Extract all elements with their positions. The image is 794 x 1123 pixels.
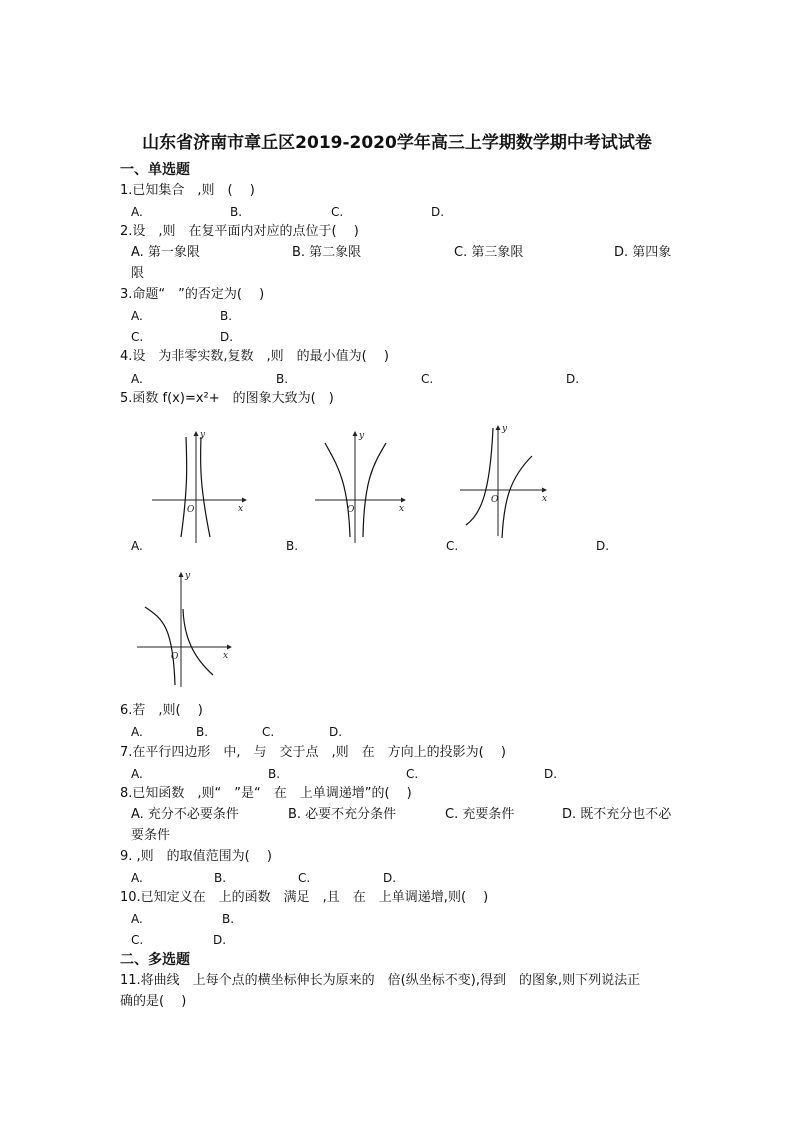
section-multiple-choice: 二、多选题 — [120, 952, 190, 968]
q5-graph-d — [135, 567, 235, 692]
axis-x-label: x — [399, 504, 405, 514]
origin-label: O — [347, 505, 355, 515]
q10-stem: 10.已知定义在 上的函数 满足 ,且 在 上单调递增,则( ) — [120, 890, 489, 905]
q5-graph-c — [458, 420, 558, 545]
curve-right — [183, 609, 213, 675]
q11-stem-wrap: 确的是( ) — [120, 994, 187, 1009]
q1-stem: 1.已知集合 ,则 ( ) — [120, 183, 255, 198]
q3-option-b: B. — [220, 309, 233, 323]
q1-option-b: B. — [230, 205, 243, 219]
q6-option-d: D. — [329, 725, 343, 739]
q10-option-c: C. — [131, 933, 144, 947]
y-axis-arrow — [179, 572, 184, 577]
q2-option-d: D. 第四象 — [614, 245, 672, 260]
q9-option-a: A. — [131, 871, 143, 885]
q5-option-b: B. — [286, 539, 299, 553]
q9-option-c: C. — [298, 871, 311, 885]
q4-option-b: B. — [276, 372, 289, 386]
curve-right — [502, 456, 532, 538]
q2-stem: 2.设 ,则 在复平面内对应的点位于( ) — [120, 224, 359, 239]
q8-option-d: D. 既不充分也不必 — [562, 807, 672, 822]
y-axis-arrow — [496, 425, 501, 430]
page-title: 山东省济南市章丘区2019-2020学年高三上学期数学期中考试试卷 — [142, 133, 652, 153]
axis-x-label: x — [223, 651, 229, 661]
q10-option-a: A. — [131, 912, 143, 926]
q3-option-c: C. — [131, 330, 144, 344]
curve-left — [145, 607, 175, 685]
q4-option-a: A. — [131, 372, 143, 386]
q5-option-c: C. — [446, 539, 459, 553]
curve-right — [363, 443, 386, 537]
axis-x-label: x — [542, 494, 548, 504]
q3-stem: 3.命题“ ”的否定为( ) — [120, 287, 265, 302]
q8-option-d-wrap: 要条件 — [131, 828, 171, 843]
q1-option-c: C. — [331, 205, 344, 219]
curve-left — [466, 428, 493, 525]
curve-left — [325, 443, 350, 537]
q8-option-c: C. 充要条件 — [445, 807, 515, 822]
axis-y-label: y — [200, 430, 206, 440]
q5-graph-a — [150, 425, 250, 550]
axis-y-label: y — [359, 431, 365, 441]
q5-stem: 5.函数 f(x)=x²+ 的图象大致为( ) — [120, 391, 334, 406]
x-axis-arrow — [401, 498, 406, 503]
q10-option-d: D. — [213, 933, 227, 947]
x-axis-arrow — [242, 498, 247, 503]
q2-option-d-wrap: 限 — [131, 266, 145, 281]
x-axis-arrow — [542, 488, 547, 493]
q1-option-d: D. — [431, 205, 445, 219]
origin-label: O — [491, 495, 499, 505]
q9-stem: 9. ,则 的取值范围为( ) — [120, 849, 272, 864]
q7-stem: 7.在平行四边形 中, 与 交于点 ,则 在 方向上的投影为( ) — [120, 745, 506, 760]
q8-option-b: B. 必要不充分条件 — [288, 807, 397, 822]
q7-option-c: C. — [406, 767, 419, 781]
q2-option-c: C. 第三象限 — [454, 245, 524, 260]
axis-y-label: y — [502, 424, 508, 434]
q9-option-d: D. — [383, 871, 397, 885]
q4-option-d: D. — [566, 372, 580, 386]
q5-graph-b — [313, 425, 413, 550]
q8-option-a: A. 充分不必要条件 — [131, 807, 239, 822]
q2-option-a: A. 第一象限 — [131, 245, 200, 260]
q5-option-d: D. — [596, 539, 610, 553]
axis-x-label: x — [238, 504, 244, 514]
q1-option-a: A. — [131, 205, 143, 219]
x-axis-arrow — [227, 645, 232, 650]
q4-option-c: C. — [421, 372, 434, 386]
q5-option-a: A. — [131, 539, 143, 553]
q6-option-b: B. — [196, 725, 209, 739]
y-axis-arrow — [353, 431, 358, 436]
q3-option-d: D. — [220, 330, 234, 344]
curve-left — [181, 437, 187, 537]
section-single-choice: 一、单选题 — [120, 162, 190, 178]
q6-option-c: C. — [262, 725, 275, 739]
q8-stem: 8.已知函数 ,则“ ”是“ 在 上单调递增”的( ) — [120, 786, 412, 801]
q4-stem: 4.设 为非零实数,复数 ,则 的最小值为( ) — [120, 349, 389, 364]
curve-right — [201, 437, 210, 537]
origin-label: O — [187, 505, 195, 515]
q9-option-b: B. — [214, 871, 227, 885]
origin-label: O — [171, 652, 179, 662]
y-axis-arrow — [194, 431, 199, 436]
q6-option-a: A. — [131, 725, 143, 739]
q7-option-b: B. — [268, 767, 281, 781]
q7-option-d: D. — [544, 767, 558, 781]
q11-stem: 11.将曲线 上每个点的横坐标伸长为原来的 倍(纵坐标不变),得到 的图象,则下列说法正 — [120, 973, 641, 988]
axis-y-label: y — [185, 571, 191, 581]
q2-option-b: B. 第二象限 — [292, 245, 362, 260]
q3-option-a: A. — [131, 309, 143, 323]
q10-option-b: B. — [222, 912, 235, 926]
q7-option-a: A. — [131, 767, 143, 781]
q6-stem: 6.若 ,则( ) — [120, 703, 203, 718]
